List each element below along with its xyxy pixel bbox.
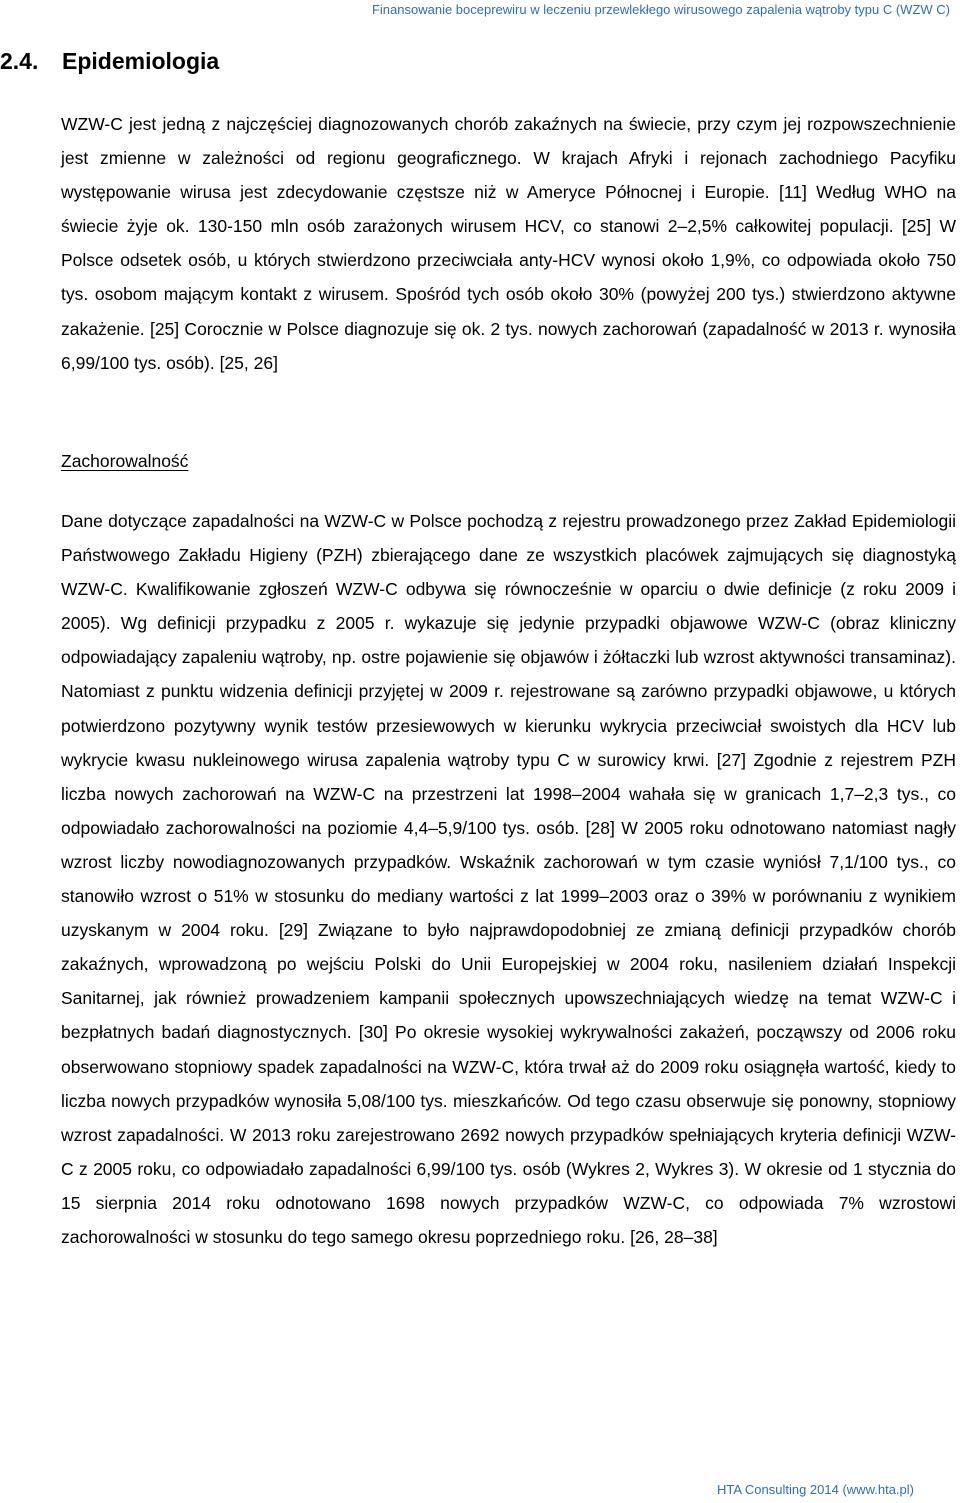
section-number: 2.4.	[0, 48, 39, 74]
section-heading	[0, 48, 219, 75]
incidence-paragraph: Dane dotyczące zapadalności na WZW-C w Polsce pochodzą z rejestru prowadzonego przez Zakład Epidemiologii Państwowego Zakładu Higieny (PZH) zbierającego dane ze wszystkich placówek zajmujących się diagnostyką WZW-C. Kwalifikowanie zgłoszeń WZW-C odbywa się równocześnie w oparciu o dwie definicje (z roku 2009 i 2005). Wg definicji przypadku z 2005 r. wykazuje się jedynie przypadki objawowe WZW-C (obraz kliniczny odpowiadający zapaleniu wątroby, np. ostre pojawienie się objawów i żółtaczki lub wzrost aktywności transaminaz). Natomiast z punktu widzenia definicji przyjętej w 2009 r. rejestrowane są zarówno przypadki objawowe, u których potwierdzono pozytywny wynik testów przesiewowych w kierunku wykrycia przeciwciał swoistych dla HCV lub wykrycie kwasu nukleinowego wirusa zapalenia wątroby typu C w surowicy krwi. [27] Zgodnie z rejestrem PZH liczba nowych zachorowań na WZW-C na przestrzeni lat 1998–2004 wahała się w granicach 1,7–2,3 tys., co odpowiadało zachorowalności na poziomie 4,4–5,9/100 tys. osób. [28] W 2005 roku odnotowano natomiast nagły wzrost liczby nowodiagnozowanych przypadków. Wskaźnik zachorowań w tym czasie wyniósł 7,1/100 tys., co stanowiło wzrost o 51% w stosunku do mediany wartości z lat 1999–2003 oraz o 39% w porównaniu z wynikiem uzyskanym w 2004 roku. [29] Związane to było najprawdopodobniej ze zmianą definicji przypadków chorób zakaźnych, wprowadzoną po wejściu Polski do Unii Europejskiej w 2004 roku, nasileniem działań Inspekcji Sanitarnej, jak również prowadzeniem kampanii społecznych upowszechniających wiedzę na temat WZW-C i bezpłatnych badań diagnostycznych. [30] Po okresie wysokiej wykrywalności zakażeń, począwszy od 2006 roku obserwowano stopniowy spadek zapadalności na WZW-C, która trwał aż do 2009 roku osiągnęła wartość, kiedy to liczba nowych przypadków wynosiła 5,08/100 tys. mieszkańców. Od tego czasu obserwuje się ponowny, stopniowy wzrost zapadalności. W 2013 roku zarejestrowano 2692 nowych przypadków spełniających kryteria definicji WZW-C z 2005 roku, co odpowiadało zapadalności 6,99/100 tys. osób (Wykres 2, Wykres 3). W okresie od 1 stycznia do 15 sierpnia 2014 roku odnotowano 1698 nowych przypadków WZW-C, co odpowiada 7% wzrostowi zachorowalności w stosunku do tego samego okresu poprzedniego roku. [26, 28–38]	[61, 511, 956, 1247]
page-footer: HTA Consulting 2014 (www.hta.pl)	[716, 1482, 914, 1497]
intro-paragraph: WZW-C jest jedną z najczęściej diagnozowanych chorób zakaźnych na świecie, przy czym jej rozpowszechnienie jest zmienne w zależności od regionu geograficznego. W krajach Afryki i rejonach zachodniego Pacyfiku występowanie wirusa jest zdecydowanie częstsze niż w Ameryce Północnej i Europie. [11] Według WHO na świecie żyje ok. 130-150 mln osób zarażonych wirusem HCV, co stanowi 2–2,5% całkowitej populacji. [25] W Polsce odsetek osób, u których stwierdzono przeciwciała anty-HCV wynosi około 1,9%, co odpowiada około 750 tys. osobom mającym kontakt z wirusem. Spośród tych osób około 30% (powyżej 200 tys.) stwierdzono aktywne zakażenie. [25] Corocznie w Polsce diagnozuje się ok. 2 tys. nowych zachorowań (zapadalność w 2013 r. wynosiła 6,99/100 tys. osób). [25, 26]	[61, 114, 956, 373]
incidence-subheading: Zachorowalność	[61, 451, 189, 471]
section-title: Epidemiologia	[62, 48, 220, 74]
running-header: Finansowanie boceprewiru w leczeniu przewlekłego wirusowego zapalenia wątroby typu C (WZW C)	[371, 2, 950, 17]
